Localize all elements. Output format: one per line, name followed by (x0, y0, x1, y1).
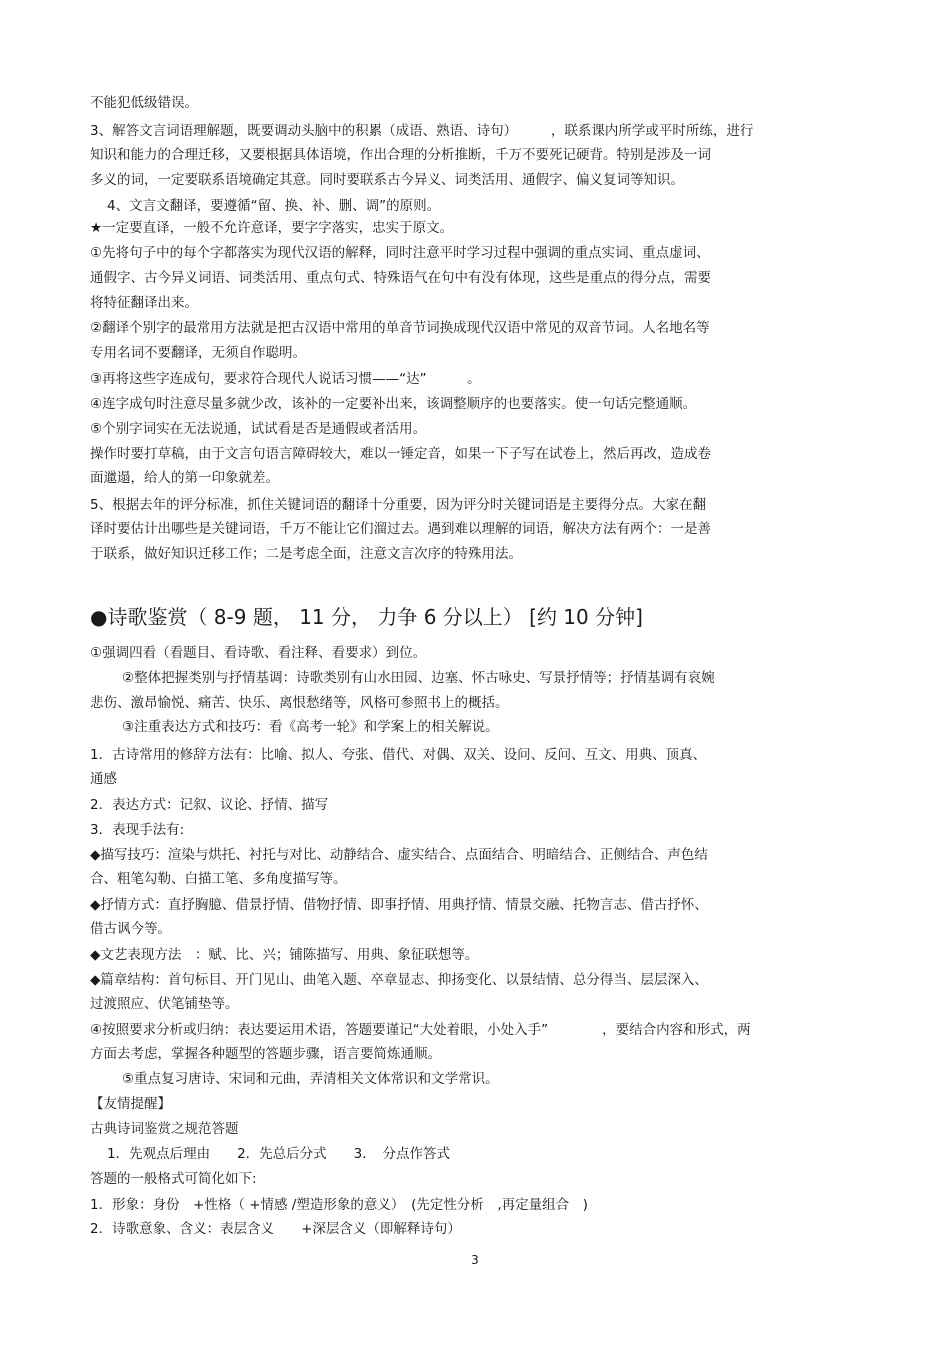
text-line: 借古讽今等。 (90, 921, 171, 937)
text-line: 3、解答文言词语理解题，既要调动头脑中的积累（成语、熟语、诗句） ，联系课内所学或平时所练，进行 (90, 123, 754, 139)
text-line: 多义的词，一定要联系语境确定其意。同时要联系古今异义、词类活用、通假字、偏义复词等知识。 (90, 172, 684, 188)
text-line: ◆篇章结构：首句标目、开门见山、曲笔入题、卒章显志、抑扬变化、以景结情、总分得当、层层深入、 (90, 972, 708, 988)
text-line: 答题的一般格式可简化如下: (90, 1171, 257, 1187)
text-line: 操作时要打草稿，由于文言句语言障碍较大，难以一锤定音，如果一下子写在试卷上，然后再改，造成卷 (90, 446, 711, 462)
text-line: ◆描写技巧：渲染与烘托、衬托与对比、动静结合、虚实结合、点面结合、明暗结合、正侧结合、声色结 (90, 847, 708, 863)
text-line: 2．诗歌意象、含义：表层含义 +深层含义（即解释诗句） (90, 1221, 461, 1237)
text-line: 于联系，做好知识迁移工作；二是考虑全面，注意文言次序的特殊用法。 (90, 546, 522, 562)
text-line: 知识和能力的合理迁移，又要根据具体语境，作出合理的分析推断，千万不要死记硬背。特别是涉及一词 (90, 147, 711, 163)
text-line: 通感 (90, 771, 117, 787)
text-line: 方面去考虑，掌握各种题型的答题步骤，语言要简炼通顺。 (90, 1046, 441, 1062)
text-line: 古典诗词鉴赏之规范答题 (90, 1121, 239, 1137)
text-line: 【友情提醒】 (90, 1096, 171, 1112)
text-line: 面邋遢，给人的第一印象就差。 (90, 470, 279, 486)
text-line: 1．先观点后理由 2．先总后分式 3． 分点作答式 (107, 1146, 451, 1162)
text-line: 1．古诗常用的修辞方法有：比喻、拟人、夸张、借代、对偶、双关、设问、反问、互文、用典、顶真、 (90, 747, 707, 763)
text-line: ◆文艺表现方法 ：赋、比、兴；铺陈描写、用典、象征联想等。 (90, 947, 479, 963)
text-line: ③注重表达方式和技巧：看《高考一轮》和学案上的相关解说。 (122, 719, 499, 735)
text-line: 专用名词不要翻译，无须自作聪明。 (90, 345, 306, 361)
text-line: ③再将这些字连成句，要求符合现代人说话习惯——“达” 。 (90, 371, 481, 387)
text-line: 译时要估计出哪些是关键词语，千万不能让它们溜过去。遇到难以理解的词语，解决方法有两个：一是善 (90, 521, 711, 537)
text-line: ①先将句子中的每个字都落实为现代汉语的解释，同时注意平时学习过程中强调的重点实词、重点虚词、 (90, 245, 710, 261)
text-line: ★一定要直译，一般不允许意译，要字字落实，忠实于原文。 (90, 220, 454, 236)
text-line: ④连字成句时注意尽量多就少改，该补的一定要补出来，该调整顺序的也要落实。使一句话完整通顺。 (90, 396, 697, 412)
text-line: 不能犯低级错误。 (90, 95, 198, 111)
section-heading: ●诗歌鉴赏（ 8-9 题， 11 分， 力争 6 分以上） [约 10 分钟] (90, 605, 643, 629)
text-line: 将特征翻译出来。 (90, 295, 198, 311)
page-number: 3 (471, 1253, 479, 1267)
text-line: ②翻译个别字的最常用方法就是把古汉语中常用的单音节词换成现代汉语中常见的双音节词。人名地名等 (90, 320, 710, 336)
text-line: 5、根据去年的评分标准，抓住关键词语的翻译十分重要，因为评分时关键词语是主要得分点。大家在翻 (90, 497, 707, 513)
text-line: 3．表现手法有: (90, 822, 185, 838)
text-line: 1．形象：身份 +性格（ +情感 /塑造形象的意义） (先定性分析 ,再定量组合 ) (90, 1197, 588, 1213)
text-line: 合、粗笔勾勒、白描工笔、多角度描写等。 (90, 871, 347, 887)
text-line: 2．表达方式：记叙、议论、抒情、描写 (90, 797, 329, 813)
text-line: ①强调四看（看题目、看诗歌、看注释、看要求）到位。 (90, 645, 427, 661)
text-line: ◆抒情方式：直抒胸臆、借景抒情、借物抒情、即事抒情、用典抒情、情景交融、托物言志、借古抒怀、 (90, 897, 708, 913)
text-line: ⑤重点复习唐诗、宋词和元曲，弄清相关文体常识和文学常识。 (122, 1071, 499, 1087)
text-line: 通假字、古今异义词语、词类活用、重点句式、特殊语气在句中有没有体现，这些是重点的得分点，需要 (90, 270, 711, 286)
text-line: ②整体把握类别与抒情基调：诗歌类别有山水田园、边塞、怀古咏史、写景抒情等；抒情基调有哀婉 (122, 670, 715, 686)
text-line: 过渡照应、伏笔铺垫等。 (90, 996, 239, 1012)
text-line: ⑤个别字词实在无法说通，试试看是否是通假或者活用。 (90, 421, 427, 437)
text-line: 4、文言文翻译，要遵循“留、换、补、删、调”的原则。 (107, 198, 441, 214)
text-line: 悲伤、激昂愉悦、痛苦、快乐、离恨愁绪等，风格可参照书上的概括。 (90, 695, 509, 711)
text-line: ④按照要求分析或归纳：表达要运用术语，答题要谨记“大处着眼，小处入手” ，要结合内容和形式，两 (90, 1022, 751, 1038)
